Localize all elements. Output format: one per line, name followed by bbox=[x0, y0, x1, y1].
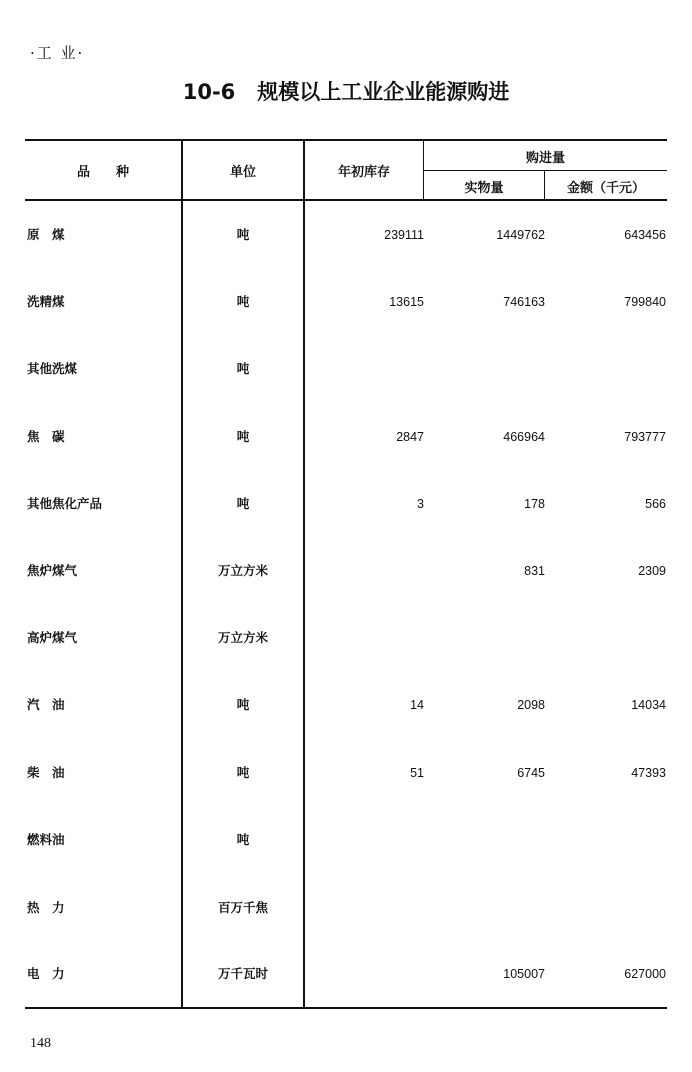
row-qty: 746163 bbox=[503, 295, 545, 309]
row-stock: 239111 bbox=[384, 228, 424, 242]
row-amount: 627000 bbox=[624, 967, 666, 981]
table-row bbox=[0, 427, 692, 447]
row-name: 柴 油 bbox=[27, 765, 65, 780]
row-unit: 吨 bbox=[236, 765, 250, 780]
row-name: 燃料油 bbox=[27, 832, 65, 847]
row-qty: 466964 bbox=[503, 430, 545, 444]
table-row bbox=[0, 964, 692, 984]
row-unit: 万立方米 bbox=[217, 563, 268, 578]
header-amount: 金额（千元） bbox=[566, 181, 645, 196]
row-name: 汽 油 bbox=[27, 697, 65, 712]
table-number: 10-6 bbox=[182, 80, 236, 104]
row-unit: 万立方米 bbox=[217, 630, 268, 645]
row-unit: 吨 bbox=[236, 294, 250, 309]
row-amount: 643456 bbox=[624, 228, 666, 242]
header-physical-qty: 实物量 bbox=[464, 181, 504, 196]
row-unit: 吨 bbox=[236, 697, 250, 712]
row-unit: 百万千焦 bbox=[217, 900, 268, 915]
row-name: 其他焦化产品 bbox=[27, 496, 103, 511]
row-name: 热 力 bbox=[27, 900, 65, 915]
section-label: ·工 业· bbox=[30, 44, 85, 62]
row-unit: 吨 bbox=[236, 496, 250, 511]
table-row bbox=[0, 292, 692, 312]
table-top-rule bbox=[25, 139, 667, 141]
row-unit: 吨 bbox=[236, 227, 250, 242]
row-unit: 吨 bbox=[236, 832, 250, 847]
row-name: 电 力 bbox=[27, 966, 65, 981]
table-title: 规模以上工业企业能源购进 bbox=[257, 80, 510, 104]
row-qty: 1449762 bbox=[496, 228, 545, 242]
row-unit: 吨 bbox=[236, 361, 250, 376]
table-row bbox=[0, 763, 692, 783]
page-title bbox=[0, 76, 692, 106]
row-qty: 2098 bbox=[517, 698, 545, 712]
row-qty: 178 bbox=[524, 497, 545, 511]
table-row bbox=[0, 359, 692, 379]
row-name: 原 煤 bbox=[27, 227, 65, 242]
row-stock: 13615 bbox=[389, 295, 424, 309]
row-name: 其他洗煤 bbox=[27, 361, 78, 376]
row-amount: 566 bbox=[645, 497, 666, 511]
row-amount: 799840 bbox=[624, 295, 666, 309]
table-row bbox=[0, 225, 692, 245]
row-name: 焦炉煤气 bbox=[27, 563, 78, 578]
row-amount: 2309 bbox=[638, 564, 666, 578]
row-name: 洗精煤 bbox=[27, 294, 65, 309]
row-stock: 51 bbox=[410, 766, 424, 780]
table-row bbox=[0, 628, 692, 648]
row-amount: 47393 bbox=[631, 766, 666, 780]
table-row bbox=[0, 494, 692, 514]
row-qty: 6745 bbox=[517, 766, 545, 780]
purchase-subheader-rule bbox=[423, 170, 667, 171]
row-stock: 2847 bbox=[396, 430, 424, 444]
header-variety: 品 种 bbox=[76, 165, 129, 180]
header-purchase: 购进量 bbox=[525, 151, 565, 166]
table-bottom-rule bbox=[25, 1007, 667, 1009]
row-stock: 3 bbox=[417, 497, 424, 511]
row-name: 焦 碳 bbox=[27, 429, 65, 444]
table-row bbox=[0, 898, 692, 918]
row-name: 高炉煤气 bbox=[27, 630, 78, 645]
row-qty: 105007 bbox=[503, 967, 545, 981]
header-unit: 单位 bbox=[229, 165, 256, 180]
row-qty: 831 bbox=[524, 564, 545, 578]
header-bottom-rule bbox=[25, 199, 667, 201]
row-stock: 14 bbox=[410, 698, 424, 712]
page-number: 148 bbox=[30, 1036, 51, 1051]
row-amount: 793777 bbox=[624, 430, 666, 444]
table-row bbox=[0, 561, 692, 581]
row-unit: 万千瓦时 bbox=[217, 966, 268, 981]
row-unit: 吨 bbox=[236, 429, 250, 444]
header-opening-stock: 年初库存 bbox=[337, 165, 390, 180]
table-row bbox=[0, 695, 692, 715]
table-row bbox=[0, 830, 692, 850]
row-amount: 14034 bbox=[631, 698, 666, 712]
